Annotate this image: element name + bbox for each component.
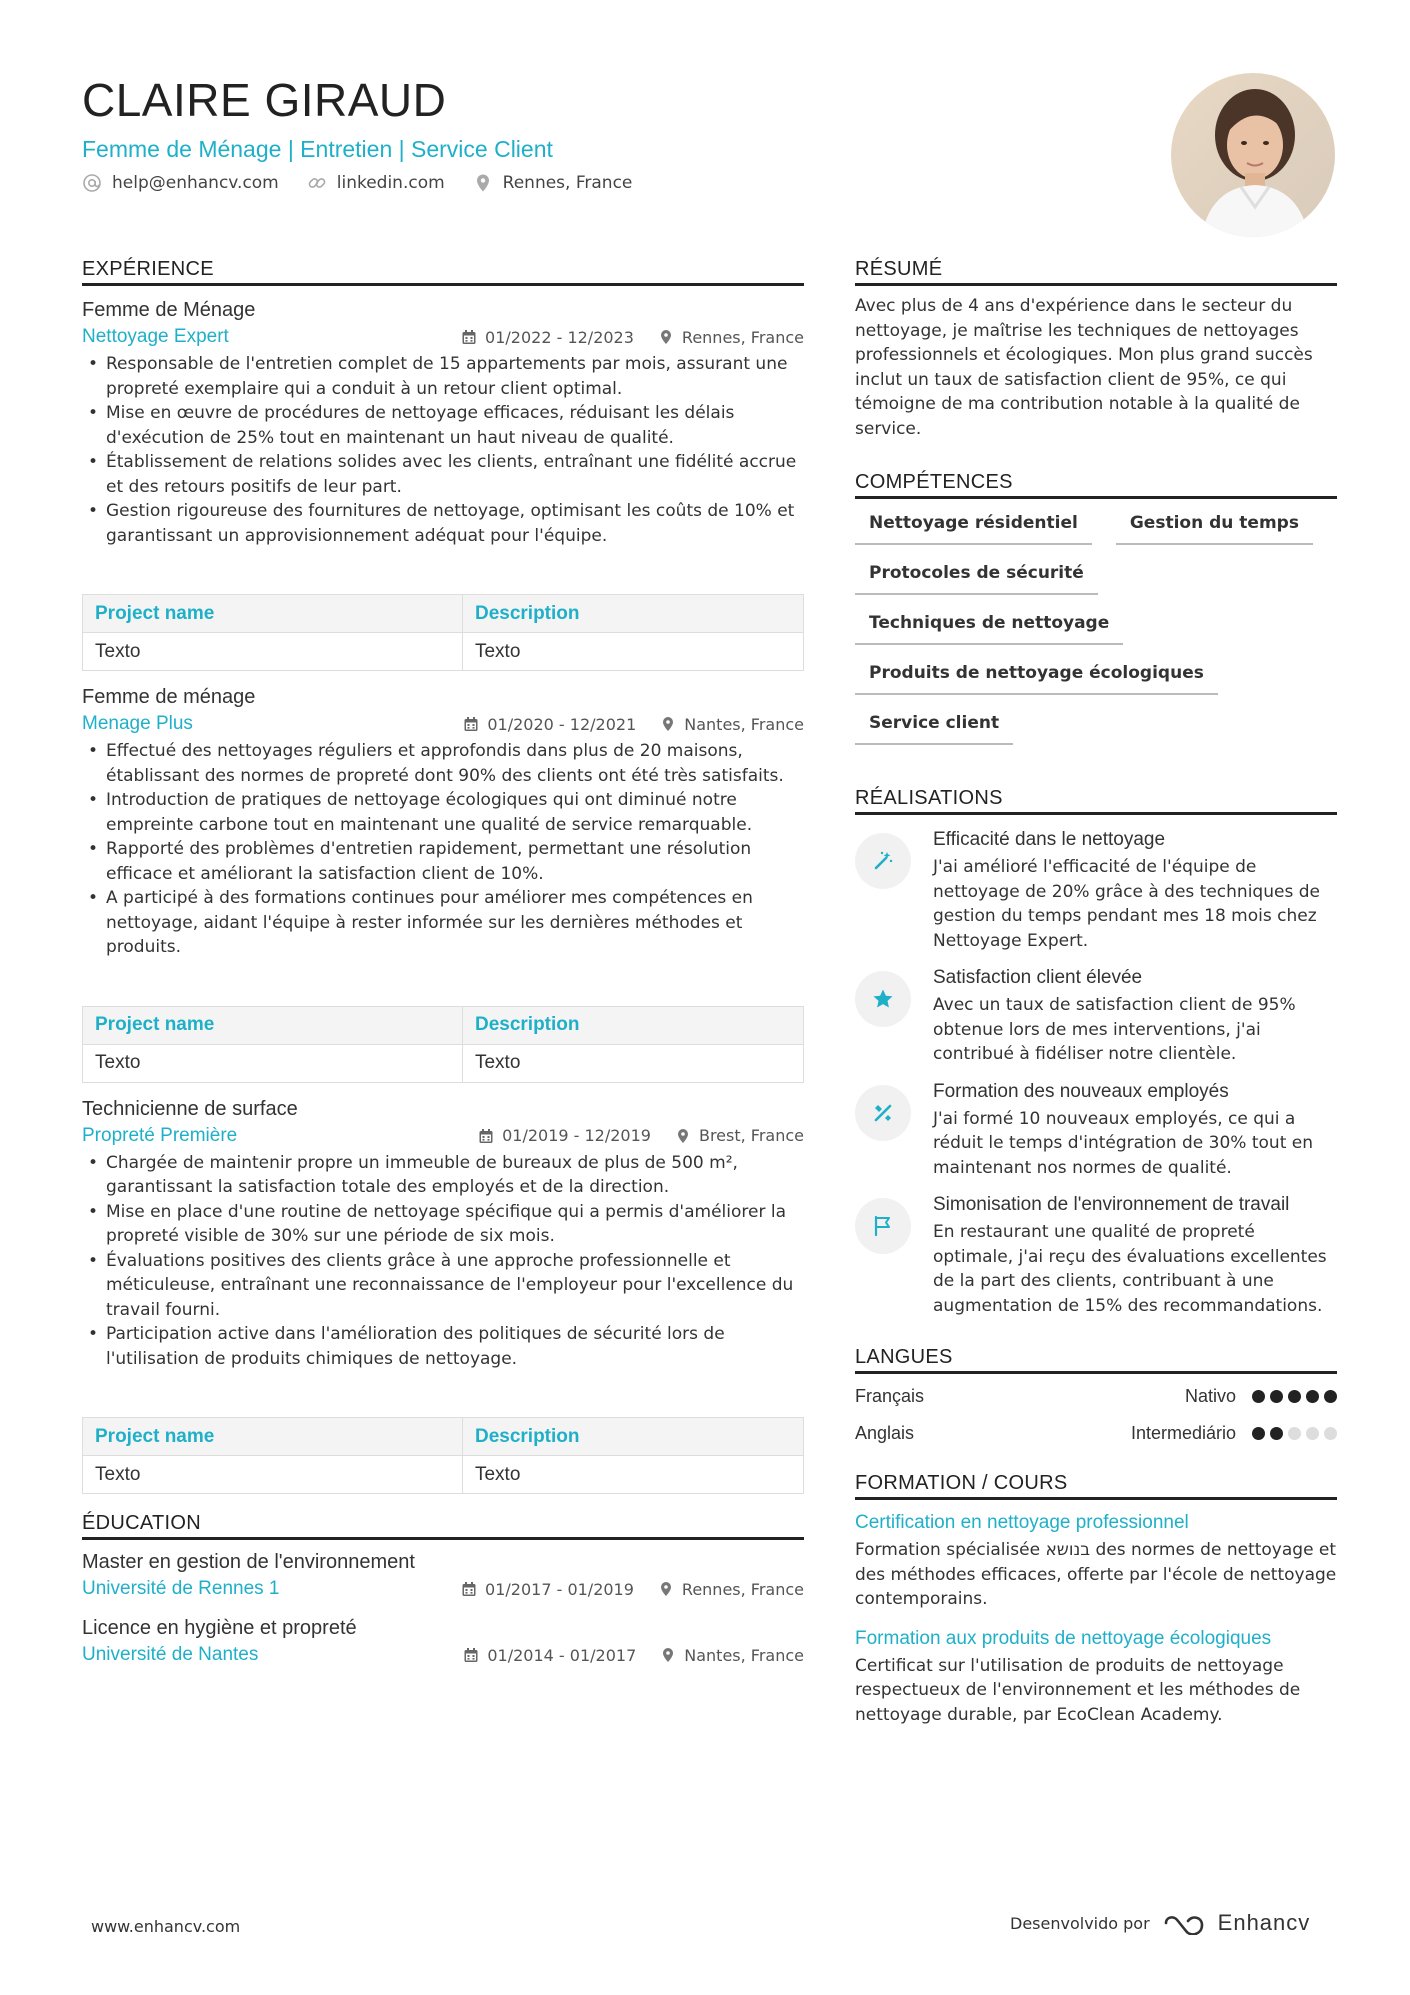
contact-linkedin[interactable] (307, 173, 445, 193)
skill-tag: Service client (855, 713, 1013, 745)
experience-item (82, 1095, 804, 1495)
school-name: Université de Nantes (82, 1644, 259, 1665)
job-location-text: Rennes, France (681, 327, 804, 347)
rating-dot (1270, 1427, 1283, 1440)
achievement-body (933, 1192, 1337, 1318)
education-location-text: Nantes, France (684, 1645, 804, 1665)
education-dates (461, 1580, 634, 1599)
language-item (855, 1423, 1337, 1444)
degree-title: Licence en hygiène et propreté (82, 1617, 357, 1639)
education-dates (463, 1646, 636, 1665)
degree-title: Master en gestion de l'environnement (82, 1551, 415, 1573)
job-location (660, 715, 804, 734)
experience-item (82, 296, 804, 671)
language-rating (1252, 1427, 1337, 1440)
calendar-icon (461, 329, 477, 345)
linkedin-text: linkedin.com (336, 173, 445, 193)
achievement-item (855, 1192, 1337, 1318)
company-name: Nettoyage Expert (82, 326, 229, 347)
education-location (660, 1646, 804, 1665)
achievements-section-title: RÉALISATIONS (855, 787, 1337, 815)
education-meta (82, 1644, 804, 1666)
rating-dot (1288, 1390, 1301, 1403)
calendar-icon (478, 1128, 494, 1144)
project-table (82, 594, 804, 671)
education-meta-right (463, 1646, 804, 1665)
achievement-desc: J'ai formé 10 nouveaux employés, ce qui a réduit le temps d'intégration de 30% tout en maintenant nos normes de qualité. (933, 1108, 1313, 1178)
job-dates-text: 01/2020 - 12/2021 (487, 714, 637, 734)
rating-dot (1324, 1427, 1337, 1440)
job-dates (463, 715, 636, 734)
candidate-headline: Femme de Ménage | Entretien | Service Client (82, 136, 553, 162)
rating-dot (1270, 1390, 1283, 1403)
course-item (855, 1510, 1337, 1612)
languages-section-title: LANGUES (855, 1346, 1337, 1374)
job-dates-text: 01/2019 - 12/2019 (502, 1126, 651, 1145)
project-name-cell: Texto (83, 1044, 463, 1082)
profile-photo (1171, 73, 1335, 237)
job-location-text: Nantes, France (684, 714, 804, 734)
job-dates (478, 1126, 651, 1145)
skill-tag: Gestion du temps (1116, 513, 1313, 545)
course-item (855, 1626, 1337, 1728)
star-icon (871, 987, 895, 1011)
achievement-title: Simonisation de l'environnement de travail (933, 1194, 1290, 1215)
contact-list (82, 173, 1132, 193)
language-name: Français (855, 1386, 925, 1406)
job-meta (82, 713, 804, 735)
achievement-item (855, 1079, 1337, 1181)
language-level-group (1131, 1423, 1337, 1444)
achievement-icon-badge (855, 833, 911, 889)
job-meta (82, 1125, 804, 1147)
project-name-header: Project name (83, 1006, 463, 1044)
achievement-item (855, 965, 1337, 1067)
education-item (82, 1548, 804, 1600)
link-icon (307, 173, 327, 193)
candidate-name: CLAIRE GIRAUD (82, 74, 447, 126)
job-title: Femme de ménage (82, 686, 256, 708)
experience-item (82, 683, 804, 1083)
course-desc: Certificat sur l'utilisation de produits de nettoyage respectueux de l'environnement et les méthodes de nettoyage durable, par EcoClean Academy. (855, 1655, 1301, 1725)
right-column (855, 258, 1337, 1727)
location-pin-icon (675, 1128, 691, 1144)
education-location (658, 1580, 804, 1599)
education-section-title: ÉDUCATION (82, 1512, 804, 1540)
bullet-item: • Gestion rigoureuse des fournitures de nettoyage, optimisant les coûts de 10% et garantissant un approvisionnement adéquat pour l'équipe. (82, 499, 804, 548)
bullet-item: • A participé à des formations continues pour améliorer mes compétences en nettoyage, aidant l'équipe à rester informée sur les dernières méthodes et produits. (82, 886, 804, 960)
education-meta (82, 1578, 804, 1600)
project-name-cell: Texto (83, 633, 463, 671)
project-description-header: Description (462, 595, 803, 633)
location-pin-icon (658, 329, 674, 345)
summary-section-title: RÉSUMÉ (855, 258, 1337, 286)
achievement-icon-badge (855, 1198, 911, 1254)
company-name: Propreté Première (82, 1124, 238, 1146)
skill-tag: Protocoles de sécurité (855, 563, 1098, 595)
calendar-icon (463, 716, 479, 732)
job-dates-text: 01/2022 - 12/2023 (485, 327, 634, 347)
skills-section-title: COMPÉTENCES (855, 471, 1337, 499)
contact-email[interactable] (82, 173, 279, 193)
language-rating (1252, 1390, 1337, 1403)
rating-dot (1288, 1427, 1301, 1440)
course-title: Certification en nettoyage professionnel (855, 1512, 1189, 1533)
experience-section-title: EXPÉRIENCE (82, 258, 804, 286)
language-item (855, 1386, 1337, 1407)
language-name: Anglais (855, 1423, 915, 1443)
job-location (675, 1126, 804, 1145)
skill-tag: Techniques de nettoyage (855, 613, 1123, 645)
bullet-item: • Mise en œuvre de procédures de nettoyage efficaces, réduisant les délais d'exécution de 25% tout en maintenant un haut niveau de qualité. (82, 401, 804, 450)
achievement-icon-badge (855, 971, 911, 1027)
location-text: Rennes, France (502, 173, 633, 193)
skill-tag: Produits de nettoyage écologiques (855, 663, 1218, 695)
achievement-body (933, 965, 1337, 1067)
footer-brand[interactable] (1010, 1910, 1310, 1936)
rating-dot (1306, 1390, 1319, 1403)
resume-header (82, 72, 1132, 193)
bullet-item: • Rapporté des problèmes d'entretien rapidement, permettant une résolution efficace et améliorant la satisfaction client de 10%. (82, 837, 804, 886)
achievement-body (933, 827, 1337, 953)
skill-tag: Nettoyage résidentiel (855, 513, 1092, 545)
project-table (82, 1417, 804, 1494)
courses-section-title: FORMATION / COURS (855, 1472, 1337, 1500)
language-level: Intermediário (1130, 1423, 1236, 1443)
project-name-header: Project name (83, 595, 463, 633)
course-desc: Formation spécialisée בנושא des normes de nettoyage et des méthodes efficaces, offerte par l'école de nettoyage contemporains. (855, 1540, 1337, 1609)
job-meta-right (478, 1126, 804, 1145)
rating-dot (1306, 1427, 1319, 1440)
job-meta-right (461, 328, 804, 347)
project-table (82, 1006, 804, 1083)
education-item (82, 1614, 804, 1666)
project-description-header: Description (462, 1006, 803, 1044)
skills-list (855, 513, 1337, 745)
rating-dot (1252, 1390, 1265, 1403)
rating-dot (1324, 1390, 1337, 1403)
achievement-title: Formation des nouveaux employés (933, 1080, 1229, 1102)
bullet-item: • Mise en place d'une routine de nettoyage spécifique qui a permis d'améliorer la propreté visible de 30% sur une période de six mois. (82, 1200, 804, 1249)
enhancv-logo-icon (1162, 1911, 1206, 1935)
brand-name: Enhancv (1217, 1910, 1311, 1935)
achievement-desc: Avec un taux de satisfaction client de 95% obtenue lors de mes interventions, j'ai contribué à fidéliser notre clientèle. (933, 995, 1296, 1064)
project-description-cell: Texto (462, 1456, 803, 1494)
achievement-body (933, 1079, 1337, 1181)
job-location (658, 328, 804, 347)
bullet-item: • Évaluations positives des clients grâce à une approche professionnelle et méticuleuse, entraînant une reconnaissance de l'employeur pour l'excellence du travail fourni. (82, 1249, 804, 1323)
education-dates-text: 01/2017 - 01/2019 (485, 1579, 634, 1599)
bullet-item: • Effectué des nettoyages réguliers et approfondis dans plus de 20 maisons, établissant des normes de propreté dont 90% des clients ont été très satisfaits. (82, 739, 804, 788)
calendar-icon (463, 1647, 479, 1663)
location-pin-icon (473, 173, 493, 193)
bullet-item: • Participation active dans l'amélioration des politiques de sécurité lors de l'utilisation de produits chimiques de nettoyage. (82, 1322, 804, 1371)
school-name: Université de Rennes 1 (82, 1578, 280, 1599)
summary-text: Avec plus de 4 ans d'expérience dans le secteur du nettoyage, je maîtrise les techniques de nettoyages professionnels et écologiques. Mon plus grand succès inclut un taux de satisfaction client de 95%, ce qui témoigne de ma contribution notable à la qualité de service. (855, 296, 1313, 439)
project-description-cell: Texto (462, 1044, 803, 1082)
bullet-item: • Responsable de l'entretien complet de 15 appartements par mois, assurant une propreté exemplaire qui a conduit à un retour client optimal. (82, 352, 804, 401)
contact-location (473, 173, 633, 193)
job-title: Technicienne de surface (82, 1097, 298, 1120)
job-meta (82, 326, 804, 348)
achievement-desc: J'ai amélioré l'efficacité de l'équipe de nettoyage de 20% grâce à des techniques de gestion du temps pendant mes 18 mois chez Nettoyage Expert. (933, 857, 1320, 951)
project-description-header: Description (462, 1418, 803, 1456)
language-level: Nativo (1184, 1386, 1236, 1406)
achievement-item (855, 827, 1337, 953)
email-text: help@enhancv.com (112, 173, 279, 193)
at-icon (82, 173, 102, 193)
project-name-cell: Texto (83, 1456, 463, 1494)
achievement-icon-badge (855, 1085, 911, 1141)
location-pin-icon (660, 716, 676, 732)
rating-dot (1252, 1427, 1265, 1440)
footer-website[interactable]: www.enhancv.com (91, 1917, 241, 1936)
education-location-text: Rennes, France (681, 1579, 804, 1599)
education-meta-right (461, 1580, 804, 1599)
job-bullets (82, 1151, 804, 1372)
location-pin-icon (660, 1647, 676, 1663)
project-name-header: Project name (83, 1418, 463, 1456)
job-title: Femme de Ménage (82, 299, 256, 321)
bullet-item: • Introduction de pratiques de nettoyage écologiques qui ont diminué notre empreinte carbone tout en maintenant une qualité de service remarquable. (82, 788, 804, 837)
left-column (82, 258, 804, 1666)
job-bullets (82, 352, 804, 548)
education-dates-text: 01/2014 - 01/2017 (487, 1645, 637, 1665)
language-level-group (1185, 1386, 1337, 1407)
location-pin-icon (658, 1581, 674, 1597)
powered-by-text: Desenvolvido por (1010, 1913, 1150, 1933)
achievement-title: Satisfaction client élevée (933, 967, 1143, 988)
achievement-desc: En restaurant une qualité de propreté optimale, j'ai reçu des évaluations excellentes de la part des clients, contribuant à une augmentation de 15% des recommandations. (933, 1222, 1327, 1316)
flag-icon (871, 1214, 895, 1238)
job-meta-right (463, 715, 804, 734)
bullet-item: • Établissement de relations solides avec les clients, entraînant une fidélité accrue et des retours positifs de leur part. (82, 450, 804, 499)
job-dates (461, 328, 634, 347)
project-description-cell: Texto (462, 633, 803, 671)
course-title: Formation aux produits de nettoyage écologiques (855, 1627, 1272, 1649)
calendar-icon (461, 1581, 477, 1597)
achievement-title: Efficacité dans le nettoyage (933, 829, 1166, 850)
bullet-item: • Chargée de maintenir propre un immeuble de bureaux de plus de 500 m², garantissant la satisfaction totale des employés et de la direction. (82, 1151, 804, 1200)
tools-icon (871, 1101, 895, 1125)
job-bullets (82, 739, 804, 960)
job-location-text: Brest, France (698, 1126, 804, 1145)
company-name: Menage Plus (82, 713, 193, 734)
magic-wand-icon (871, 849, 895, 873)
